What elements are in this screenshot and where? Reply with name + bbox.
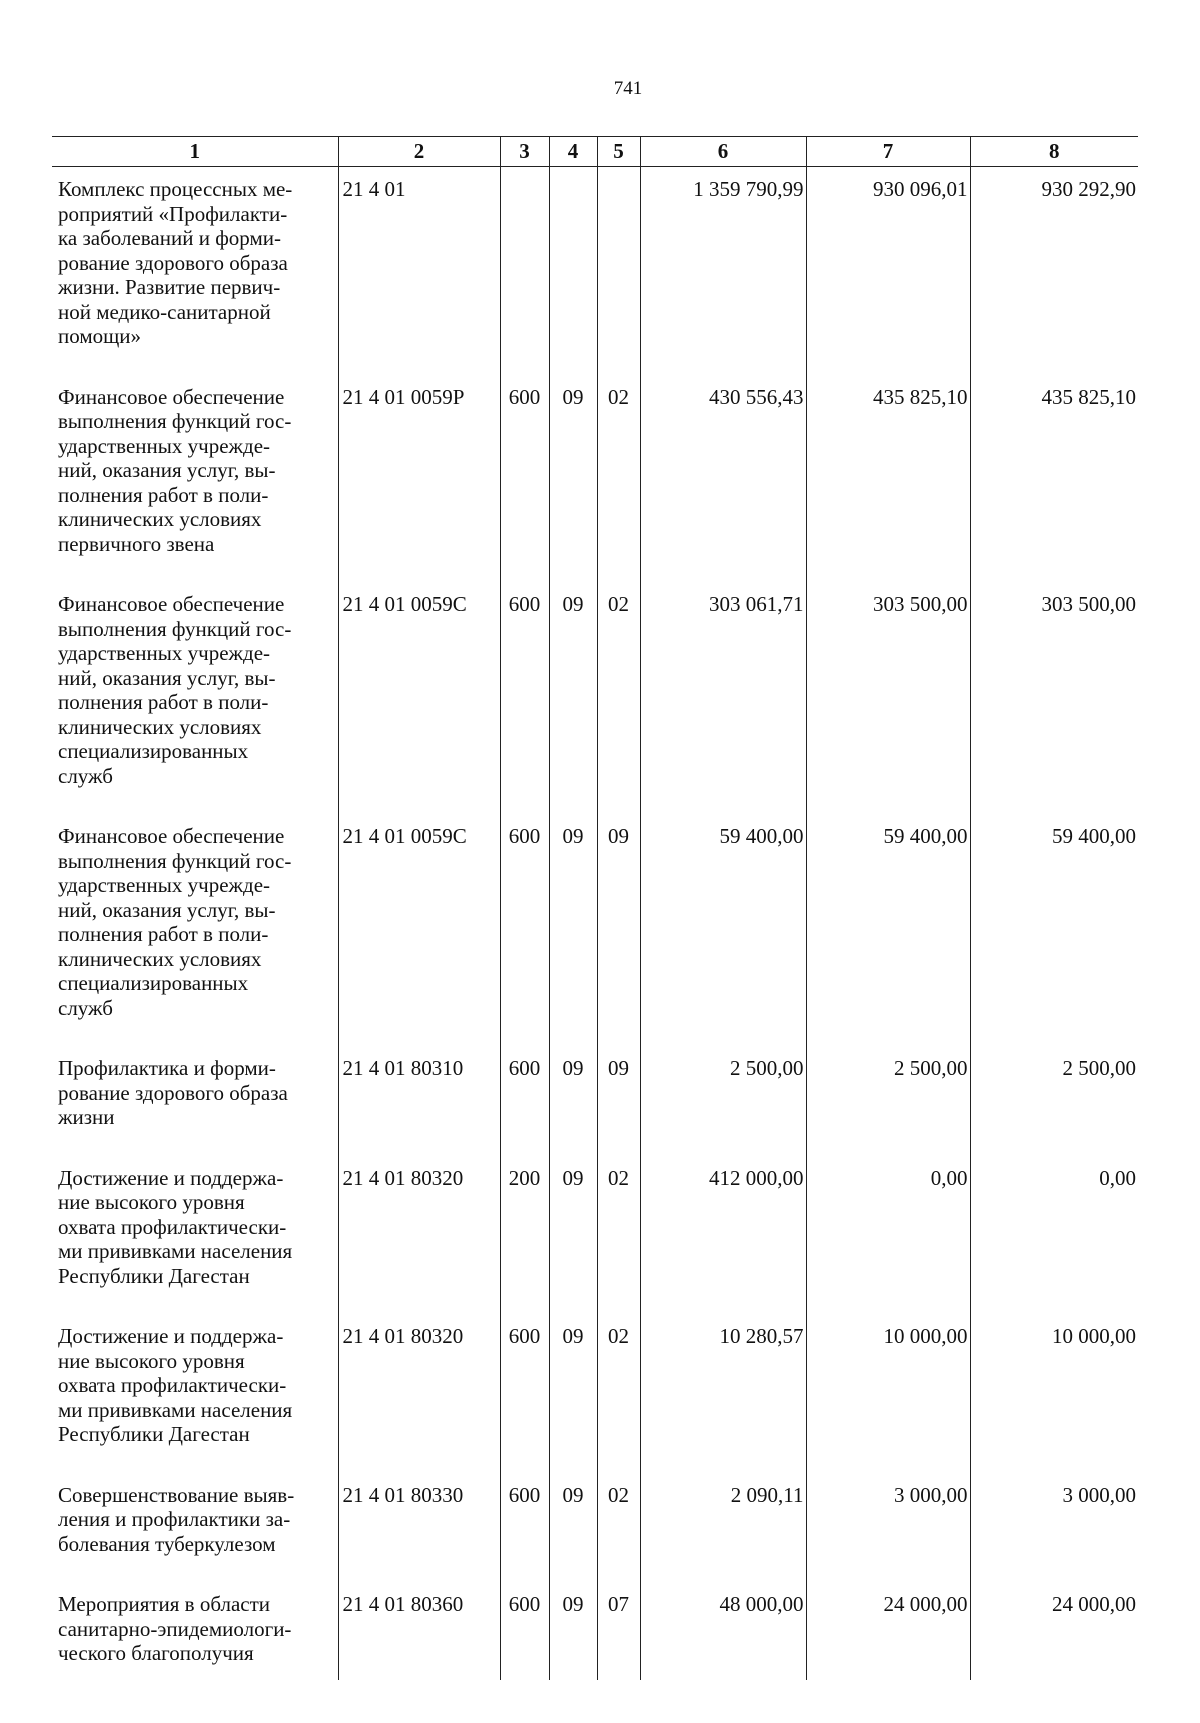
row-col3: 600 [500, 582, 549, 814]
row-value-7: 10 000,00 [806, 1314, 970, 1473]
row-value-6: 59 400,00 [640, 814, 806, 1046]
table-row [52, 1314, 1138, 1473]
row-value-7: 3 000,00 [806, 1473, 970, 1583]
row-name: Профилактика и форми- рование здорового образа жизни [52, 1046, 338, 1156]
row-col3 [500, 167, 549, 375]
row-col4 [549, 167, 597, 375]
row-col3: 600 [500, 1046, 549, 1156]
column-header-4: 4 [549, 137, 597, 167]
row-name: Совершенствование выяв- ления и профилактики за- болевания туберкулезом [52, 1473, 338, 1583]
row-col3: 600 [500, 814, 549, 1046]
row-value-8: 2 500,00 [970, 1046, 1138, 1156]
row-col3: 600 [500, 1314, 549, 1473]
row-value-6: 48 000,00 [640, 1582, 806, 1680]
budget-table-container [52, 136, 1138, 1680]
row-col5: 09 [597, 814, 640, 1046]
row-value-7: 24 000,00 [806, 1582, 970, 1680]
row-col5: 02 [597, 375, 640, 583]
column-header-5: 5 [597, 137, 640, 167]
row-code: 21 4 01 80320 [338, 1314, 500, 1473]
table-row [52, 582, 1138, 814]
row-name: Финансовое обеспечение выполнения функций гос- ударственных учрежде- ний, оказания услуг, вы- полнения работ в поли- клинических условиях специализированных служб [52, 582, 338, 814]
row-value-7: 930 096,01 [806, 167, 970, 375]
row-col5: 02 [597, 1473, 640, 1583]
row-value-8: 303 500,00 [970, 582, 1138, 814]
row-code: 21 4 01 0059C [338, 582, 500, 814]
row-name: Комплекс процессных ме- роприятий «Профилакти- ка заболеваний и форми- рование здорового образа жизни. Развитие первич- ной медико-санитарной помощи» [52, 167, 338, 375]
row-value-7: 59 400,00 [806, 814, 970, 1046]
column-header-3: 3 [500, 137, 549, 167]
header-row [52, 137, 1138, 167]
row-col4: 09 [549, 1156, 597, 1315]
table-row [52, 375, 1138, 583]
row-value-6: 1 359 790,99 [640, 167, 806, 375]
row-code: 21 4 01 80310 [338, 1046, 500, 1156]
row-name: Финансовое обеспечение выполнения функций гос- ударственных учрежде- ний, оказания услуг, вы- полнения работ в поли- клинических условиях первичного звена [52, 375, 338, 583]
row-col4: 09 [549, 1046, 597, 1156]
row-name: Мероприятия в области санитарно-эпидемиологи- ческого благополучия [52, 1582, 338, 1680]
row-name: Достижение и поддержа- ние высокого уровня охвата профилактически- ми прививками населения Республики Дагестан [52, 1156, 338, 1315]
row-col4: 09 [549, 1582, 597, 1680]
row-value-8: 3 000,00 [970, 1473, 1138, 1583]
row-value-7: 2 500,00 [806, 1046, 970, 1156]
row-value-7: 435 825,10 [806, 375, 970, 583]
table-row [52, 167, 1138, 375]
row-value-8: 59 400,00 [970, 814, 1138, 1046]
row-col5: 07 [597, 1582, 640, 1680]
row-name: Достижение и поддержа- ние высокого уровня охвата профилактически- ми прививками населения Республики Дагестан [52, 1314, 338, 1473]
budget-table [52, 136, 1138, 1680]
row-code: 21 4 01 [338, 167, 500, 375]
row-col5: 02 [597, 1156, 640, 1315]
row-value-8: 0,00 [970, 1156, 1138, 1315]
column-header-2: 2 [338, 137, 500, 167]
row-value-7: 0,00 [806, 1156, 970, 1315]
row-code: 21 4 01 80330 [338, 1473, 500, 1583]
row-col4: 09 [549, 1473, 597, 1583]
page-number: 741 [613, 78, 643, 99]
row-value-8: 930 292,90 [970, 167, 1138, 375]
row-col3: 600 [500, 375, 549, 583]
row-value-8: 24 000,00 [970, 1582, 1138, 1680]
row-col3: 600 [500, 1582, 549, 1680]
row-col3: 600 [500, 1473, 549, 1583]
row-value-6: 430 556,43 [640, 375, 806, 583]
row-col4: 09 [549, 814, 597, 1046]
row-code: 21 4 01 0059C [338, 814, 500, 1046]
row-col4: 09 [549, 582, 597, 814]
table-body [52, 167, 1138, 1680]
table-row [52, 814, 1138, 1046]
row-col5: 09 [597, 1046, 640, 1156]
row-value-6: 2 500,00 [640, 1046, 806, 1156]
table-row [52, 1046, 1138, 1156]
row-col5: 02 [597, 1314, 640, 1473]
column-header-1: 1 [52, 137, 338, 167]
row-value-6: 2 090,11 [640, 1473, 806, 1583]
table-row [52, 1473, 1138, 1583]
column-header-8: 8 [970, 137, 1138, 167]
row-value-8: 435 825,10 [970, 375, 1138, 583]
row-code: 21 4 01 80320 [338, 1156, 500, 1315]
row-code: 21 4 01 0059P [338, 375, 500, 583]
row-code: 21 4 01 80360 [338, 1582, 500, 1680]
row-value-6: 10 280,57 [640, 1314, 806, 1473]
column-header-6: 6 [640, 137, 806, 167]
row-col4: 09 [549, 375, 597, 583]
row-col5: 02 [597, 582, 640, 814]
row-col3: 200 [500, 1156, 549, 1315]
row-col4: 09 [549, 1314, 597, 1473]
row-name: Финансовое обеспечение выполнения функций гос- ударственных учрежде- ний, оказания услуг, вы- полнения работ в поли- клинических условиях специализированных служб [52, 814, 338, 1046]
row-value-6: 412 000,00 [640, 1156, 806, 1315]
row-value-6: 303 061,71 [640, 582, 806, 814]
table-row [52, 1156, 1138, 1315]
row-value-8: 10 000,00 [970, 1314, 1138, 1473]
row-value-7: 303 500,00 [806, 582, 970, 814]
table-row [52, 1582, 1138, 1680]
column-header-7: 7 [806, 137, 970, 167]
row-col5 [597, 167, 640, 375]
table-header [52, 137, 1138, 167]
